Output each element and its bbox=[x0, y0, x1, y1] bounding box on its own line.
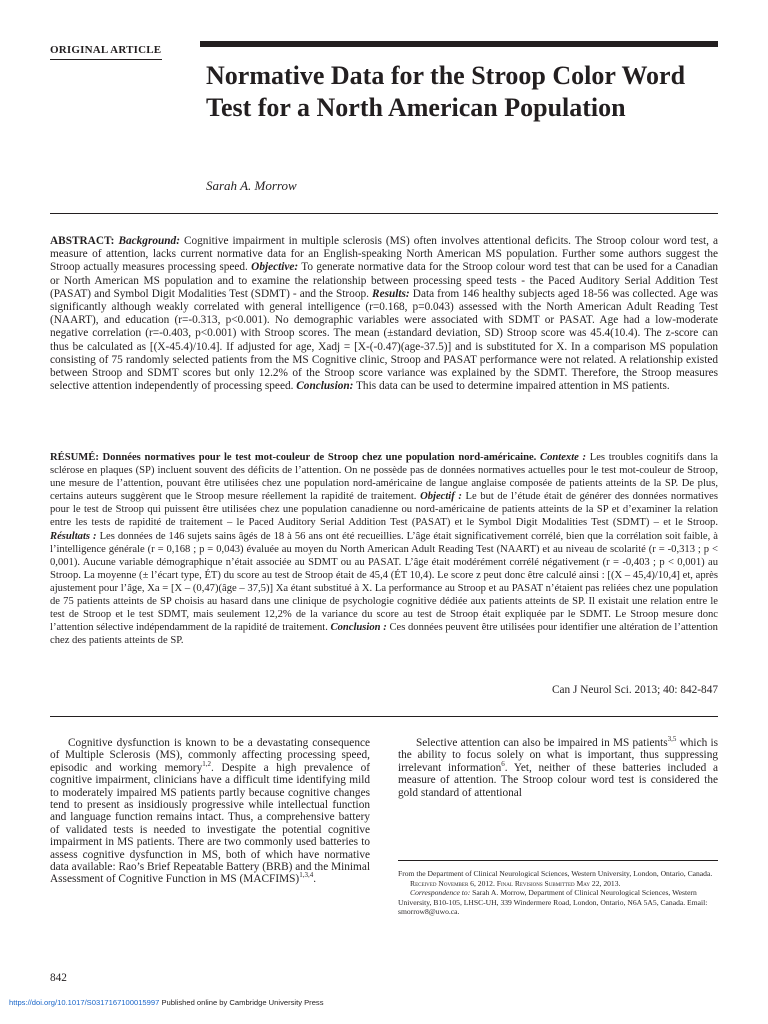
abstract-results-label: Results: bbox=[372, 287, 410, 300]
abstract-conclusion-label: Conclusion: bbox=[296, 380, 354, 393]
abstract-conclusion-text: This data can be used to determine impaired attention in MS patients. bbox=[356, 380, 670, 393]
received-dates: Received November 6, 2012. Final Revisions Submitted May 22, 2013. bbox=[410, 878, 621, 888]
body-text: Selective attention can also be impaired in MS patients bbox=[416, 737, 668, 749]
resume-label: RÉSUMÉ: Données normatives pour le test mot-couleur de Stroop chez une population nord-américaine. bbox=[50, 452, 537, 463]
resume-conclusion-label: Conclusion : bbox=[330, 622, 387, 634]
body-column-right bbox=[398, 737, 718, 799]
resume-block bbox=[50, 451, 718, 647]
abstract-objective-label: Objective: bbox=[251, 261, 299, 274]
correspondence-text: Sarah A. Morrow, Department of Clinical Neurological Sciences, Western University, B10-105, LHSC-UH, 339 Windermere Road, London, Ontario, N6A 5A5, Canada. Email: smorrow8@uwo.ca. bbox=[398, 888, 708, 917]
body-text: which is the ability to focus solely on what is important, thus suppressing irrelevant information bbox=[398, 737, 718, 774]
reference-marker: 1,3,4 bbox=[299, 871, 314, 880]
resume-resultats-label: Résultats : bbox=[50, 530, 97, 542]
resume-objectif-label: Objectif : bbox=[420, 491, 462, 503]
abstract-objective-text: To generate normative data for the Stroop colour word test that can be used for a Canadian or North American MS population and to examine the relationship between processing speed tests - the Paced Auditory Serial Addition Test (PASAT) and Symbol Digit Modalities Test (SDMT) - and the Stroop. bbox=[50, 261, 718, 300]
resume-objectif-text: Le but de l’étude était de générer des données normatives pour le test de Stroop qui puissent être utilisées chez une population canadienne ou nord-américaine de patients atteints de la SP et d’examiner la relation entre les tests de rapidité de traitement – le Paced Auditory Serial Addition Test (PASAT) et le Symbol Digit Modalities Test (SDMT) – et le Stroop. bbox=[50, 491, 718, 529]
divider bbox=[50, 716, 718, 717]
resume-resultats-text: Les données de 146 sujets sains âgés de 18 à 56 ans ont été recueillies. L’âge était significativement corrélé, bien que la corrélation soit faible, à l’intelligence générale (r = 0,168 ; p = 0,043) évaluée au moyen du North American Adult Reading Test (NAART) et au niveau de scolarité (r = -0,313 ; p < 0,001). Aucune variable démographique n’était associée au SDMT ou au PASAT. L’âge était modérément corrélé négativement (r = -0,403 ; p < 0,001) au Stroop. La moyenne (± l’écart type, ÉT) du score au test de Stroop était de 45,4 (ÉT 10,4). Le score z peut donc être calculé ainsi : [(X – 45,4)/10,4] et, après ajustement pour l’âge, Xa = [X – (0,47)(âge – 37,5)] Xa étant substitué à X. La performance au Stroop et au PASAT n’étaient pas reliées chez une population de 75 patients atteints de SP choisis au hasard dans une clinique de psychologie cognitive dédiée aux patients atteints de SP. Il existait une relation entre le test de Stroop et le test SDMT, mais seulement 12,2% de la variance du score au test de Stroop était expliquée par le SDMT. Le Stroop mesure donc l’attention sélective indépendamment de la rapidité de traitement. bbox=[50, 530, 718, 634]
footnote-rule bbox=[398, 860, 718, 861]
body-text: . Despite a high prevalence of cognitive impairment, clinicians have a difficult time identifying mild to moderately impaired MS patients partly because cognitive changes tend to present as insidiously progressive while intellectual function and language function remains intact. Thus, a comprehensive battery of validated tests is needed to investigate the potential cognitive impairment in MS patients. There are two commonly used batteries to assess cognitive dysfunction in MS, both of which have normative data available: Rao’s Brief Repeatable Battery (BRB) and the Minimal Assessment of Cognitive Function in MS (MACFIMS) bbox=[50, 761, 370, 886]
section-label-rule bbox=[50, 59, 162, 60]
abstract-block bbox=[50, 235, 718, 393]
doi-link[interactable]: https://doi.org/10.1017/S0317167100015997 bbox=[9, 998, 160, 1007]
resume-conclusion-text: Ces données peuvent être utilisées pour identifier une altération de l’attention chez des patients atteints de SP. bbox=[50, 622, 718, 647]
body-text: . bbox=[313, 873, 317, 886]
body-paragraph bbox=[50, 737, 370, 886]
page-number: 842 bbox=[50, 972, 67, 984]
section-label: ORIGINAL ARTICLE bbox=[50, 44, 162, 56]
resume-contexte-label: Contexte : bbox=[540, 452, 587, 463]
header-rule-bar bbox=[200, 41, 718, 47]
author-name: Sarah A. Morrow bbox=[206, 178, 297, 193]
abstract-background-text: Cognitive impairment in multiple sclerosis (MS) often involves attentional deficits. The Stroop colour word test, a measure of attention, lacks current normative data for an English-speaking North American MS population. Further some authors suggest the Stroop actually measures processing speed. bbox=[50, 235, 718, 274]
reference-marker: 1,2 bbox=[202, 760, 211, 769]
resume-contexte-text: Les troubles cognitifs dans la sclérose en plaques (SP) incluent souvent des déficits de l’attention. On ne possède pas de données normatives actuelles pour le test mot-couleur de Stroop, une mesure de l’attention, pouvant être utilisées chez une population nord-américaine de langue anglaise composée de patients atteints de la SP. De plus, certains auteurs suggèrent que le Stroop mesure réellement la rapidité de traitement. bbox=[50, 452, 718, 503]
body-text: Cognitive dysfunction is known to be a devastating consequence of Multiple Sclerosis (MS), commonly affecting processing speed, episodic and working memory bbox=[50, 737, 370, 774]
affiliation-text: From the Department of Clinical Neurological Sciences, Western University, London, Ontario, Canada. bbox=[398, 869, 713, 878]
article-title: Normative Data for the Stroop Color Word Test for a North American Population bbox=[206, 61, 686, 122]
divider bbox=[50, 213, 718, 214]
abstract-background-label: Background: bbox=[118, 235, 180, 247]
correspondence-label: Correspondence to: bbox=[410, 888, 471, 898]
reference-marker: 3,5 bbox=[667, 735, 677, 744]
abstract-label: ABSTRACT: bbox=[50, 235, 115, 247]
journal-citation: Can J Neurol Sci. 2013; 40: 842-847 bbox=[552, 684, 718, 696]
body-column-left bbox=[50, 737, 370, 886]
footer-bar bbox=[0, 996, 768, 1010]
abstract-results-text: Data from 146 healthy subjects aged 18-56 was collected. Age was significantly although weakly correlated with general intelligence (r=0.168, p=0.043) assessed with the North American Adult Reading Test (NAART), and education (r=-0.313, p<0.001). No demographic variables were associated with SDMT or PASAT. Age had a low-moderate negative correlation (r=-0.403, p<0.001) with Stroop scores. The mean (±standard deviation, SD) Stroop score was 45.4(10.4). The z-score can thus be calculated as [(X-45.4)/10.4]. If adjusted for age, Xadj = [X-(-0.47)(age-37.5)] and is substituted for X. In a comparison MS population consisting of 75 randomly selected patients from the MS Cognitive clinic, Stroop and PASAT performance were not related. A relationship existed between Stroop and SDMT scores but only 12.2% of the Stroop score variance was explained by the SDMT. Therefore, the Stroop measures selective attention independently of processing speed. bbox=[50, 287, 718, 393]
correspondence-line bbox=[398, 888, 718, 917]
reference-marker: 6 bbox=[501, 760, 505, 769]
body-text: . Yet, neither of these batteries included a measure of attention. The Stroop colour word test is considered the gold standard of attentional bbox=[398, 761, 718, 799]
published-note: Published online by Cambridge University Press bbox=[161, 998, 324, 1007]
body-paragraph bbox=[398, 737, 718, 799]
affiliation-footnote bbox=[398, 869, 718, 917]
